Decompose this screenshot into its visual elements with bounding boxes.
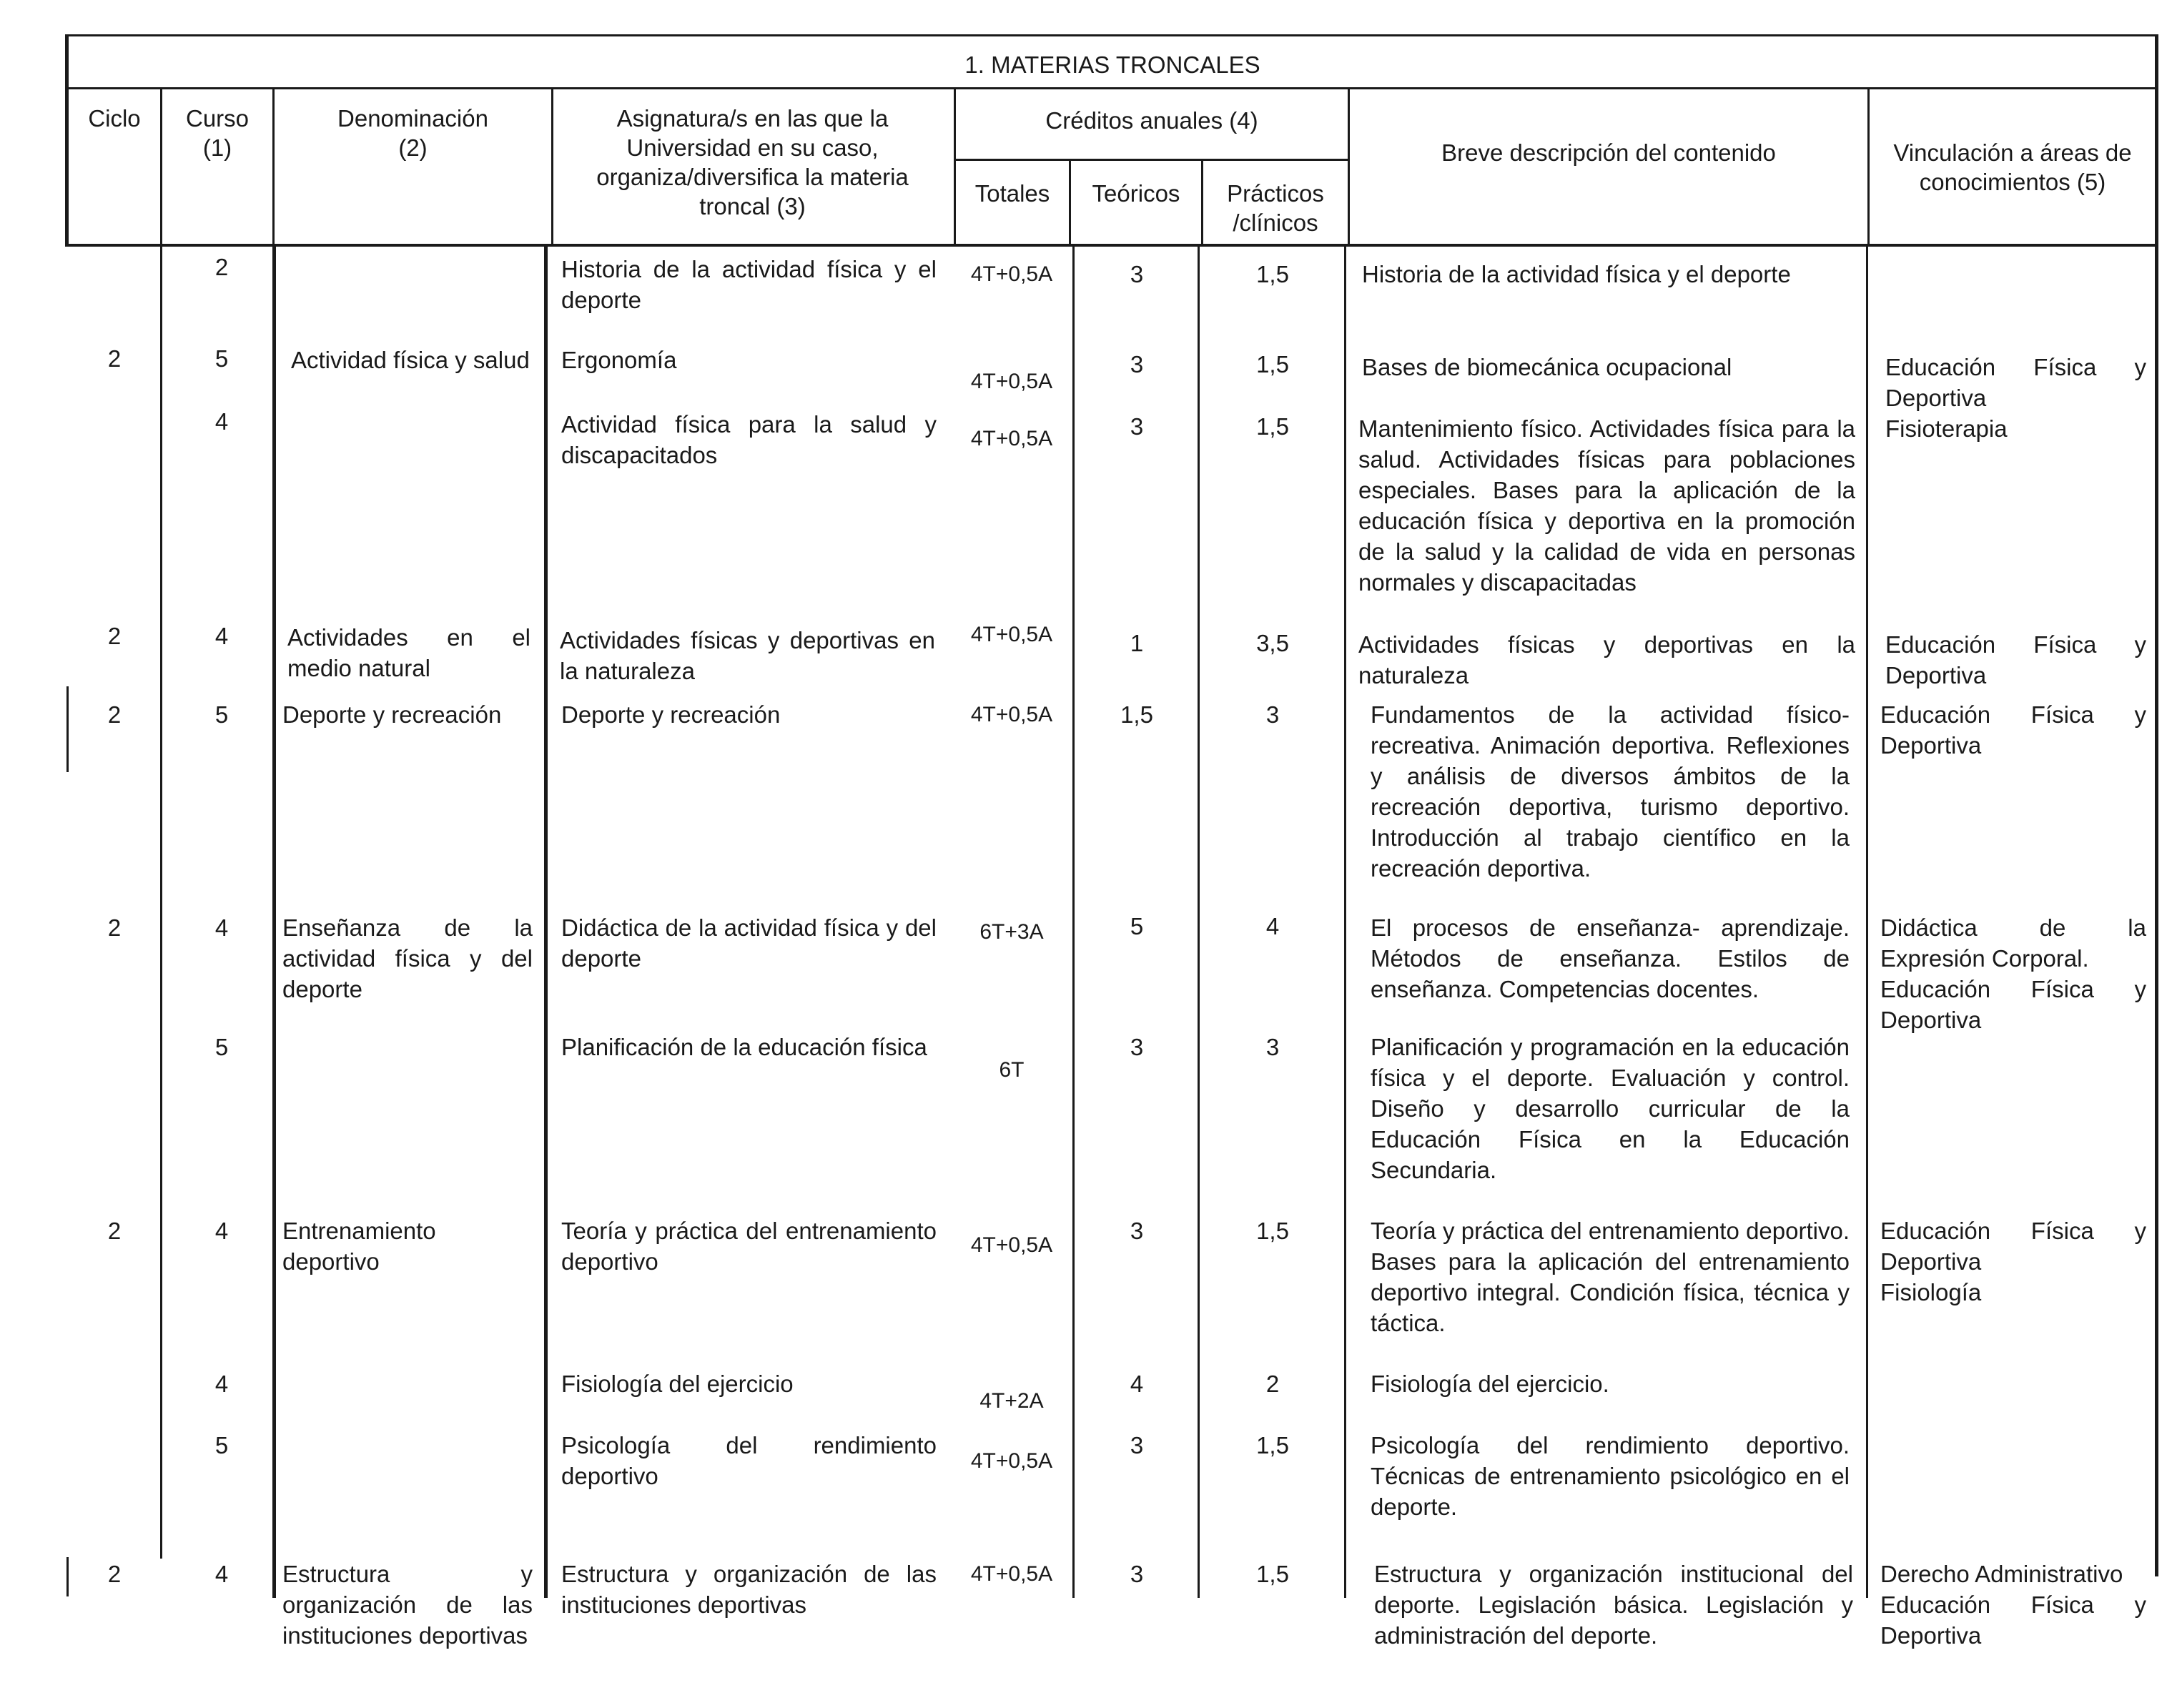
row5-teoricos: 5: [1130, 913, 1144, 939]
row5-asignatura: Didáctica de la actividad física y del deporte: [561, 914, 937, 972]
row1-practicos: 1,5: [1256, 351, 1289, 377]
row1-ciclo: 2: [107, 345, 122, 372]
row8-asignatura: Fisiología del ejercicio: [561, 1371, 794, 1397]
table-title: 1. MATERIAS TRONCALES: [964, 51, 1260, 78]
row1-vinculacion: Educación Física y Deportiva Fisioterapia: [1885, 354, 2146, 442]
row9-asignatura: Psicología del rendimiento deportivo: [561, 1432, 937, 1489]
row6-descripcion: Planificación y programación en la educación física y el deporte. Evaluación y control. Diseño y desarrollo curricular de la Educación Física en la Educación Secundaria.: [1371, 1034, 1850, 1183]
header-descripcion: Breve descripción del contenido: [1441, 139, 1776, 166]
header-practicos: Prácticos /clínicos: [1227, 180, 1324, 236]
row1-denominacion: Actividad física y salud: [291, 347, 530, 373]
body-divider-1: [160, 247, 162, 1559]
row2-descripcion: Mantenimiento físico. Actividades física para la salud. Actividades físicas para poblaciones especiales. Bases para la aplicación de la educación física y deportiva en la promoción de la salud y la calidad de vida en personas normales y discapacitadas: [1358, 415, 1855, 596]
body-right-border: [2155, 247, 2158, 1576]
header-totales: Totales: [974, 180, 1050, 207]
header-creditos: Créditos anuales (4): [1045, 107, 1258, 134]
body-left-mark-2: [66, 1557, 69, 1596]
row0-descripcion: Historia de la actividad física y el deporte: [1362, 261, 1791, 287]
row7-practicos: 1,5: [1256, 1218, 1289, 1244]
row9-teoricos: 3: [1130, 1432, 1144, 1458]
row8-practicos: 2: [1265, 1371, 1280, 1397]
row4-descripcion: Fundamentos de la actividad físico-recreativa. Animación deportiva. Reflexiones y análisis de diversos ámbitos de la recreación deportiva, turismo deportivo. Introducción al trabajo científico en la recreación deportiva.: [1371, 701, 1850, 882]
row4-asignatura: Deporte y recreación: [561, 701, 781, 728]
body-divider-5: [1198, 247, 1200, 1598]
row7-descripcion: Teoría y práctica del entrenamiento deportivo. Bases para la aplicación del entrenamiento deportivo integral. Condición física, técnica y táctica.: [1371, 1218, 1850, 1336]
body-divider-2: [272, 247, 276, 1598]
row7-curso: 4: [214, 1218, 229, 1244]
row0-curso: 2: [214, 254, 229, 280]
header-curso: Curso (1): [185, 105, 250, 161]
row1-descripcion: Bases de biomecánica ocupacional: [1362, 354, 1732, 380]
row8-curso: 4: [214, 1371, 229, 1397]
row7-vinculacion: Educación Física y Deportiva Fisiología: [1880, 1218, 2146, 1305]
header-divider-8: [1867, 87, 1870, 246]
row10-practicos: 1,5: [1256, 1561, 1289, 1587]
row0-practicos: 1,5: [1256, 261, 1289, 287]
row7-totales: 4T+0,5A: [970, 1233, 1053, 1257]
row5-descripcion: El procesos de enseñanza- aprendizaje. Métodos de enseñanza. Estilos de enseñanza. Competencias docentes.: [1371, 914, 1850, 1002]
row10-curso: 4: [214, 1561, 229, 1587]
row3-asignatura: Actividades físicas y deportivas en la naturaleza: [560, 627, 935, 684]
row4-denominacion: Deporte y recreación: [282, 701, 502, 728]
row10-teoricos: 3: [1130, 1561, 1144, 1587]
row9-descripcion: Psicología del rendimiento deportivo. Técnicas de entrenamiento psicológico en el deporte.: [1371, 1432, 1850, 1520]
row3-curso: 4: [214, 623, 229, 649]
row3-ciclo: 2: [107, 623, 122, 649]
row3-totales: 4T+0,5A: [970, 623, 1053, 646]
row0-totales: 4T+0,5A: [970, 262, 1053, 286]
row0-teoricos: 3: [1130, 261, 1144, 287]
row2-asignatura: Actividad física para la salud y discapacitados: [561, 411, 937, 468]
row7-denominacion: Entrenamiento deportivo: [282, 1218, 436, 1275]
row10-totales: 4T+0,5A: [970, 1562, 1053, 1586]
row3-practicos: 3,5: [1256, 630, 1289, 656]
header-divider-3: [551, 87, 553, 246]
row10-descripcion: Estructura y organización institucional del deporte. Legislación básica. Legislación y administración del deporte.: [1374, 1561, 1853, 1649]
row5-practicos: 4: [1265, 913, 1280, 939]
header-denominacion: Denominación (2): [337, 105, 488, 161]
row3-vinculacion: Educación Física y Deportiva: [1885, 631, 2146, 688]
row7-asignatura: Teoría y práctica del entrenamiento deportivo: [561, 1218, 937, 1275]
body-divider-4: [1072, 247, 1075, 1598]
title-bottom-border: [66, 87, 2158, 89]
row6-asignatura: Planificación de la educación física: [561, 1034, 927, 1060]
row8-teoricos: 4: [1130, 1371, 1144, 1397]
row10-asignatura: Estructura y organización de las instituciones deportivas: [561, 1561, 937, 1618]
row5-vinculacion: Didáctica de la Expresión Corporal. Educación Física y Deportiva: [1880, 914, 2146, 1033]
row9-practicos: 1,5: [1256, 1432, 1289, 1458]
body-divider-3: [544, 247, 548, 1598]
header-vinculacion: Vinculación a áreas de conocimientos (5): [1893, 139, 2132, 195]
body-divider-6: [1344, 247, 1346, 1598]
row7-teoricos: 3: [1130, 1218, 1144, 1244]
row4-practicos: 3: [1265, 701, 1280, 728]
row4-curso: 5: [214, 701, 229, 728]
row3-teoricos: 1: [1130, 630, 1144, 656]
row6-curso: 5: [214, 1034, 229, 1060]
row3-descripcion: Actividades físicas y deportivas en la naturaleza: [1358, 631, 1855, 688]
row7-ciclo: 2: [107, 1218, 122, 1244]
header-bottom-border: [66, 244, 2158, 247]
row4-teoricos: 1,5: [1120, 701, 1153, 728]
row9-totales: 4T+0,5A: [970, 1449, 1053, 1473]
row1-curso: 5: [214, 345, 229, 372]
row1-totales: 4T+0,5A: [970, 370, 1053, 393]
header-ciclo: Ciclo: [88, 105, 141, 132]
creditos-subheader-border: [954, 159, 1350, 161]
header-teoricos: Teóricos: [1092, 180, 1180, 207]
row10-ciclo: 2: [107, 1561, 122, 1587]
row8-descripcion: Fisiología del ejercicio.: [1371, 1371, 1609, 1397]
body-divider-7: [1866, 247, 1868, 1598]
row10-vinculacion: Derecho Administrativo Educación Física y Deportiva: [1880, 1561, 2146, 1649]
body-left-mark-1: [66, 686, 69, 772]
row5-denominacion: Enseñanza de la actividad física y del deporte: [282, 914, 533, 1002]
header-asignatura: Asignatura/s en las que la Universidad en su caso, organiza/diversifica la materia troncal (3): [596, 105, 909, 219]
row4-vinculacion: Educación Física y Deportiva: [1880, 701, 2146, 759]
row1-teoricos: 3: [1130, 351, 1144, 377]
row3-denominacion: Actividades en el medio natural: [287, 624, 530, 681]
row9-curso: 5: [214, 1432, 229, 1458]
row5-ciclo: 2: [107, 914, 122, 941]
table-top-border: [66, 34, 2158, 36]
row2-practicos: 1,5: [1256, 413, 1289, 440]
row5-totales: 6T+3A: [979, 920, 1044, 944]
row5-curso: 4: [214, 914, 229, 941]
row2-teoricos: 3: [1130, 413, 1144, 440]
row6-practicos: 3: [1265, 1034, 1280, 1060]
row2-totales: 4T+0,5A: [970, 427, 1053, 450]
row6-teoricos: 3: [1130, 1034, 1144, 1060]
row0-asignatura: Historia de la actividad física y el deporte: [561, 256, 937, 313]
row1-asignatura: Ergonomía: [561, 347, 677, 373]
row4-totales: 4T+0,5A: [970, 703, 1053, 726]
row8-totales: 4T+2A: [979, 1389, 1044, 1413]
row10-denominacion: Estructura y organización de las instituciones deportivas: [282, 1561, 533, 1649]
row2-curso: 4: [214, 408, 229, 435]
row6-totales: 6T: [999, 1058, 1025, 1082]
row4-ciclo: 2: [107, 701, 122, 728]
